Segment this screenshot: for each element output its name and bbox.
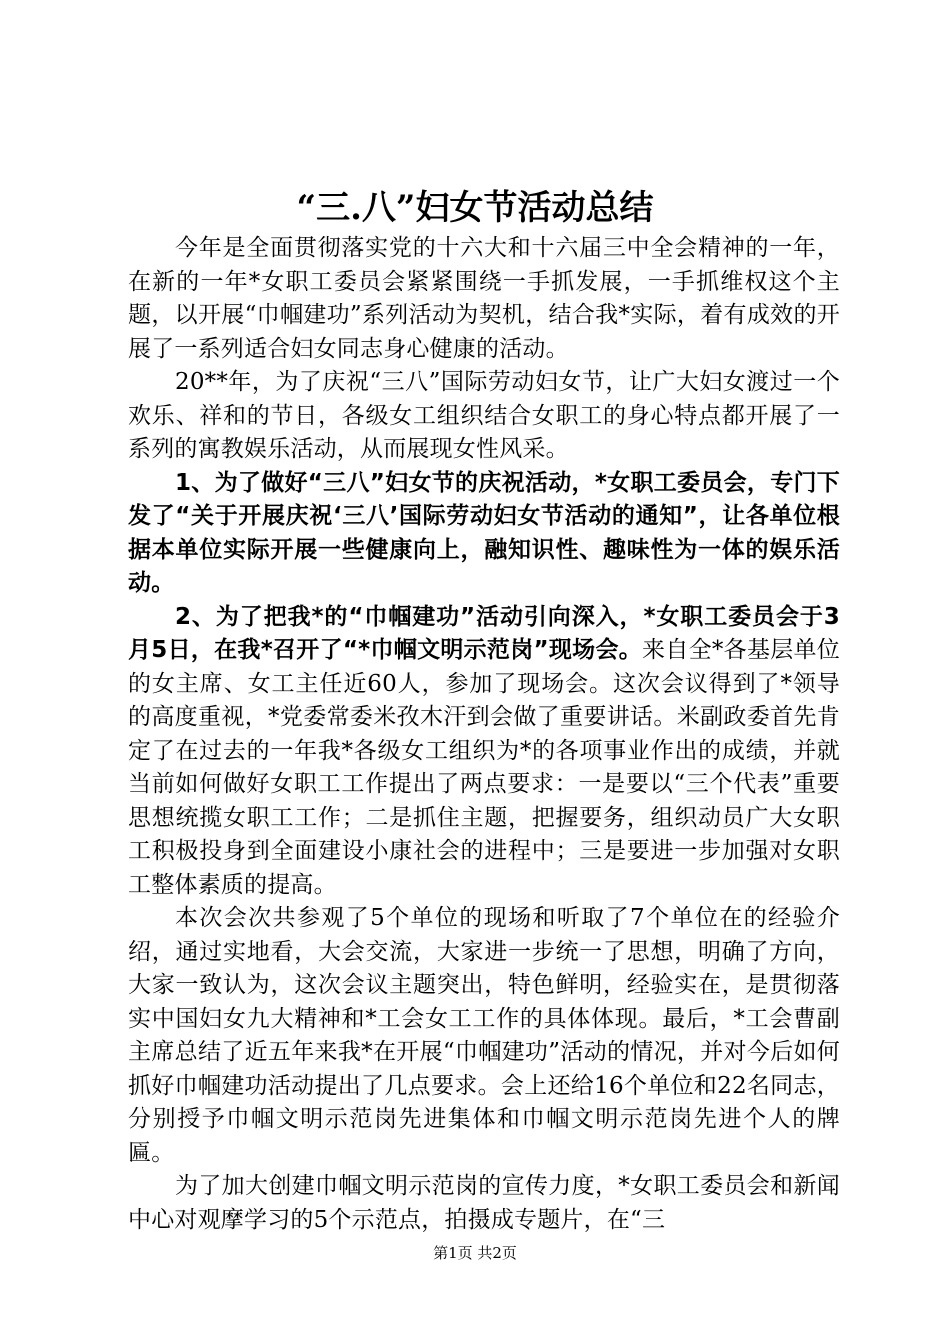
document-title: “三.八”妇女节活动总结 <box>296 188 654 228</box>
paragraph-item-2-continued: 这次会议得到了*领导的高度重视，*党委常委米孜木汗到会做了重要讲话。米副政委首先肯定了在过去的一年我*各级女工组织为*的各项事业作出的成绩，并就当前如何做好女职工工作提出了两点要求：一是要以“三个代表”重要思想统揽女职工工作；二是抓住主题，把握要务，组织动员广大女职工积极投身到全面建设小康社会的进程中；三是要进一步加强对女职工整体素质的提高。 <box>128 670 841 898</box>
page-number: 第1页 共2页 <box>433 1244 517 1262</box>
paragraph-celebration: 20**年，为了庆祝“三八”国际劳动妇女节，让广大妇女渡过一个欢乐、祥和的节日，各级女工组织结合女职工的身心特点都开展了一系列的寓教娱乐活动，从而展现女性风采。 <box>128 369 840 462</box>
document-body <box>128 232 840 1237</box>
paragraph-publicity: 为了加大创建巾帼文明示范岗的宣传力度，*女职工委员会和新闻中心对观摩学习的5个示范点，拍摄成专题片，在“三 <box>128 1173 840 1233</box>
paragraph-meeting-summary: 本次会次共参观了5个单位的现场和听取了7个单位在的经验介绍，通过实地看，大会交流，大家进一步统一了思想，明确了方向，大家一致认为，这次会议主题突出，特色鲜明，经验实在，是贯彻落实中国妇女九大精神和*工会女工工作的具体体现。最后，*工会曹副主席总结了近五年来我*在开展“巾帼建功”活动的情况，并对今后如何抓好巾帼建功活动提出了几点要求。会上还给16个单位和22名同志，分别授予巾帼文明示范岗先进集体和巾帼文明示范岗先进个人的牌匾。 <box>128 905 840 1166</box>
paragraph-item-2-bold: 2、为了把我*的“巾帼建功”活动引向深入，*女职工委员会于3月5日，在我*召开了“*巾帼文明示范岗”现场会。 <box>128 603 840 663</box>
paragraph-intro: 今年是全面贯彻落实党的十六大和十六届三中全会精神的一年，在新的一年*女职工委员会紧紧围绕一手抓发展，一手抓维权这个主题，以开展“巾帼建功”系列活动为契机，结合我*实际，着有成效的开展了一系列适合妇女同志身心健康的活动。 <box>128 235 840 362</box>
paragraph-item-2-regular: 来自全*各基层单位的女主席、女工主任近60人，参加了现场会。 <box>128 637 841 697</box>
paragraph-item-2 <box>128 601 840 903</box>
paragraph-item-1: 1、为了做好“三八”妇女节的庆祝活动，*女职工委员会，专门下发了“关于开展庆祝‘三八’国际劳动妇女节活动的通知”，让各单位根据本单位实际开展一些健康向上，融知识性、趣味性为一体的娱乐活动。 <box>128 469 840 596</box>
